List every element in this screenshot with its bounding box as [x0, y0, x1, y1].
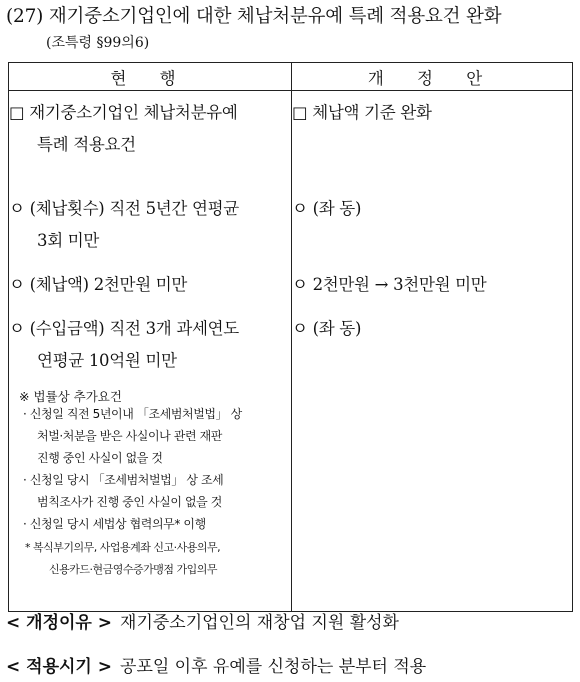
note-2-line2: 범칙조사가 진행 중인 사실이 없을 것 [37, 495, 222, 509]
effective-date [6, 652, 426, 677]
section-title: (27) 재기중소기업인에 대한 체납처분유예 특례 적용요건 완화 [6, 6, 502, 27]
reason-tag: < 개정이유 > [6, 613, 113, 633]
note-1 [23, 403, 242, 469]
effective-tag: < 적용시기 > [6, 657, 113, 677]
current-column [9, 91, 292, 612]
revised-item-2: ㅇ 2천만원 → 3천만원 미만 [292, 275, 487, 294]
current-item-3-line2: 연평균 10억원 미만 [37, 351, 177, 370]
note-1-line2: 처벌·처분을 받은 사실이나 관련 재판 [37, 429, 222, 443]
current-item-3 [9, 313, 239, 377]
current-heading-line1: □ 재기중소기업인 체납처분유예 [9, 103, 238, 122]
note-3: · 신청일 당시 세법상 협력의무* 이행 [23, 517, 206, 531]
note-title: ※ 법률상 추가요건 [19, 389, 122, 404]
current-item-3-line1: ㅇ (수입금액) 직전 3개 과세연도 [9, 319, 239, 338]
footnote-line2: 신용카드·현금영수증가맹점 가입의무 [49, 563, 218, 576]
comparison-table [8, 62, 573, 612]
header-revised: 개 정 안 [292, 63, 573, 91]
table-header-row [9, 63, 573, 91]
current-item-1-line2: 3회 미만 [37, 231, 100, 250]
revised-heading: □ 체납액 기준 완화 [292, 103, 432, 122]
revision-reason [6, 608, 399, 633]
reason-text: 재기중소기업인의 재창업 지원 활성화 [120, 613, 399, 633]
current-heading [9, 97, 238, 161]
header-current: 현 행 [9, 63, 292, 91]
note-1-line3: 진행 중인 사실이 없을 것 [37, 451, 163, 465]
current-item-1-line1: ㅇ (체납횟수) 직전 5년간 연평균 [9, 199, 239, 218]
revised-item-3: ㅇ (좌 동) [292, 319, 362, 338]
section-subtitle: (조특령 §99의6) [46, 35, 150, 51]
table-body-row [9, 91, 573, 612]
note-2-line1: · 신청일 당시 「조세범처벌법」 상 조세 [23, 473, 224, 487]
current-heading-line2: 특례 적용요건 [37, 135, 136, 154]
current-item-2: ㅇ (체납액) 2천만원 미만 [9, 275, 188, 294]
note-1-line1: · 신청일 직전 5년이내 「조세범처벌법」 상 [23, 407, 242, 421]
revised-column [292, 91, 573, 612]
footnote-line1: * 복식부기의무, 사업용계좌 신고·사용의무, [25, 541, 221, 554]
revised-item-1: ㅇ (좌 동) [292, 199, 362, 218]
current-item-1 [9, 193, 239, 257]
effective-text: 공포일 이후 유예를 신청하는 분부터 적용 [120, 657, 427, 677]
footnote [25, 537, 220, 581]
note-2 [23, 469, 223, 513]
